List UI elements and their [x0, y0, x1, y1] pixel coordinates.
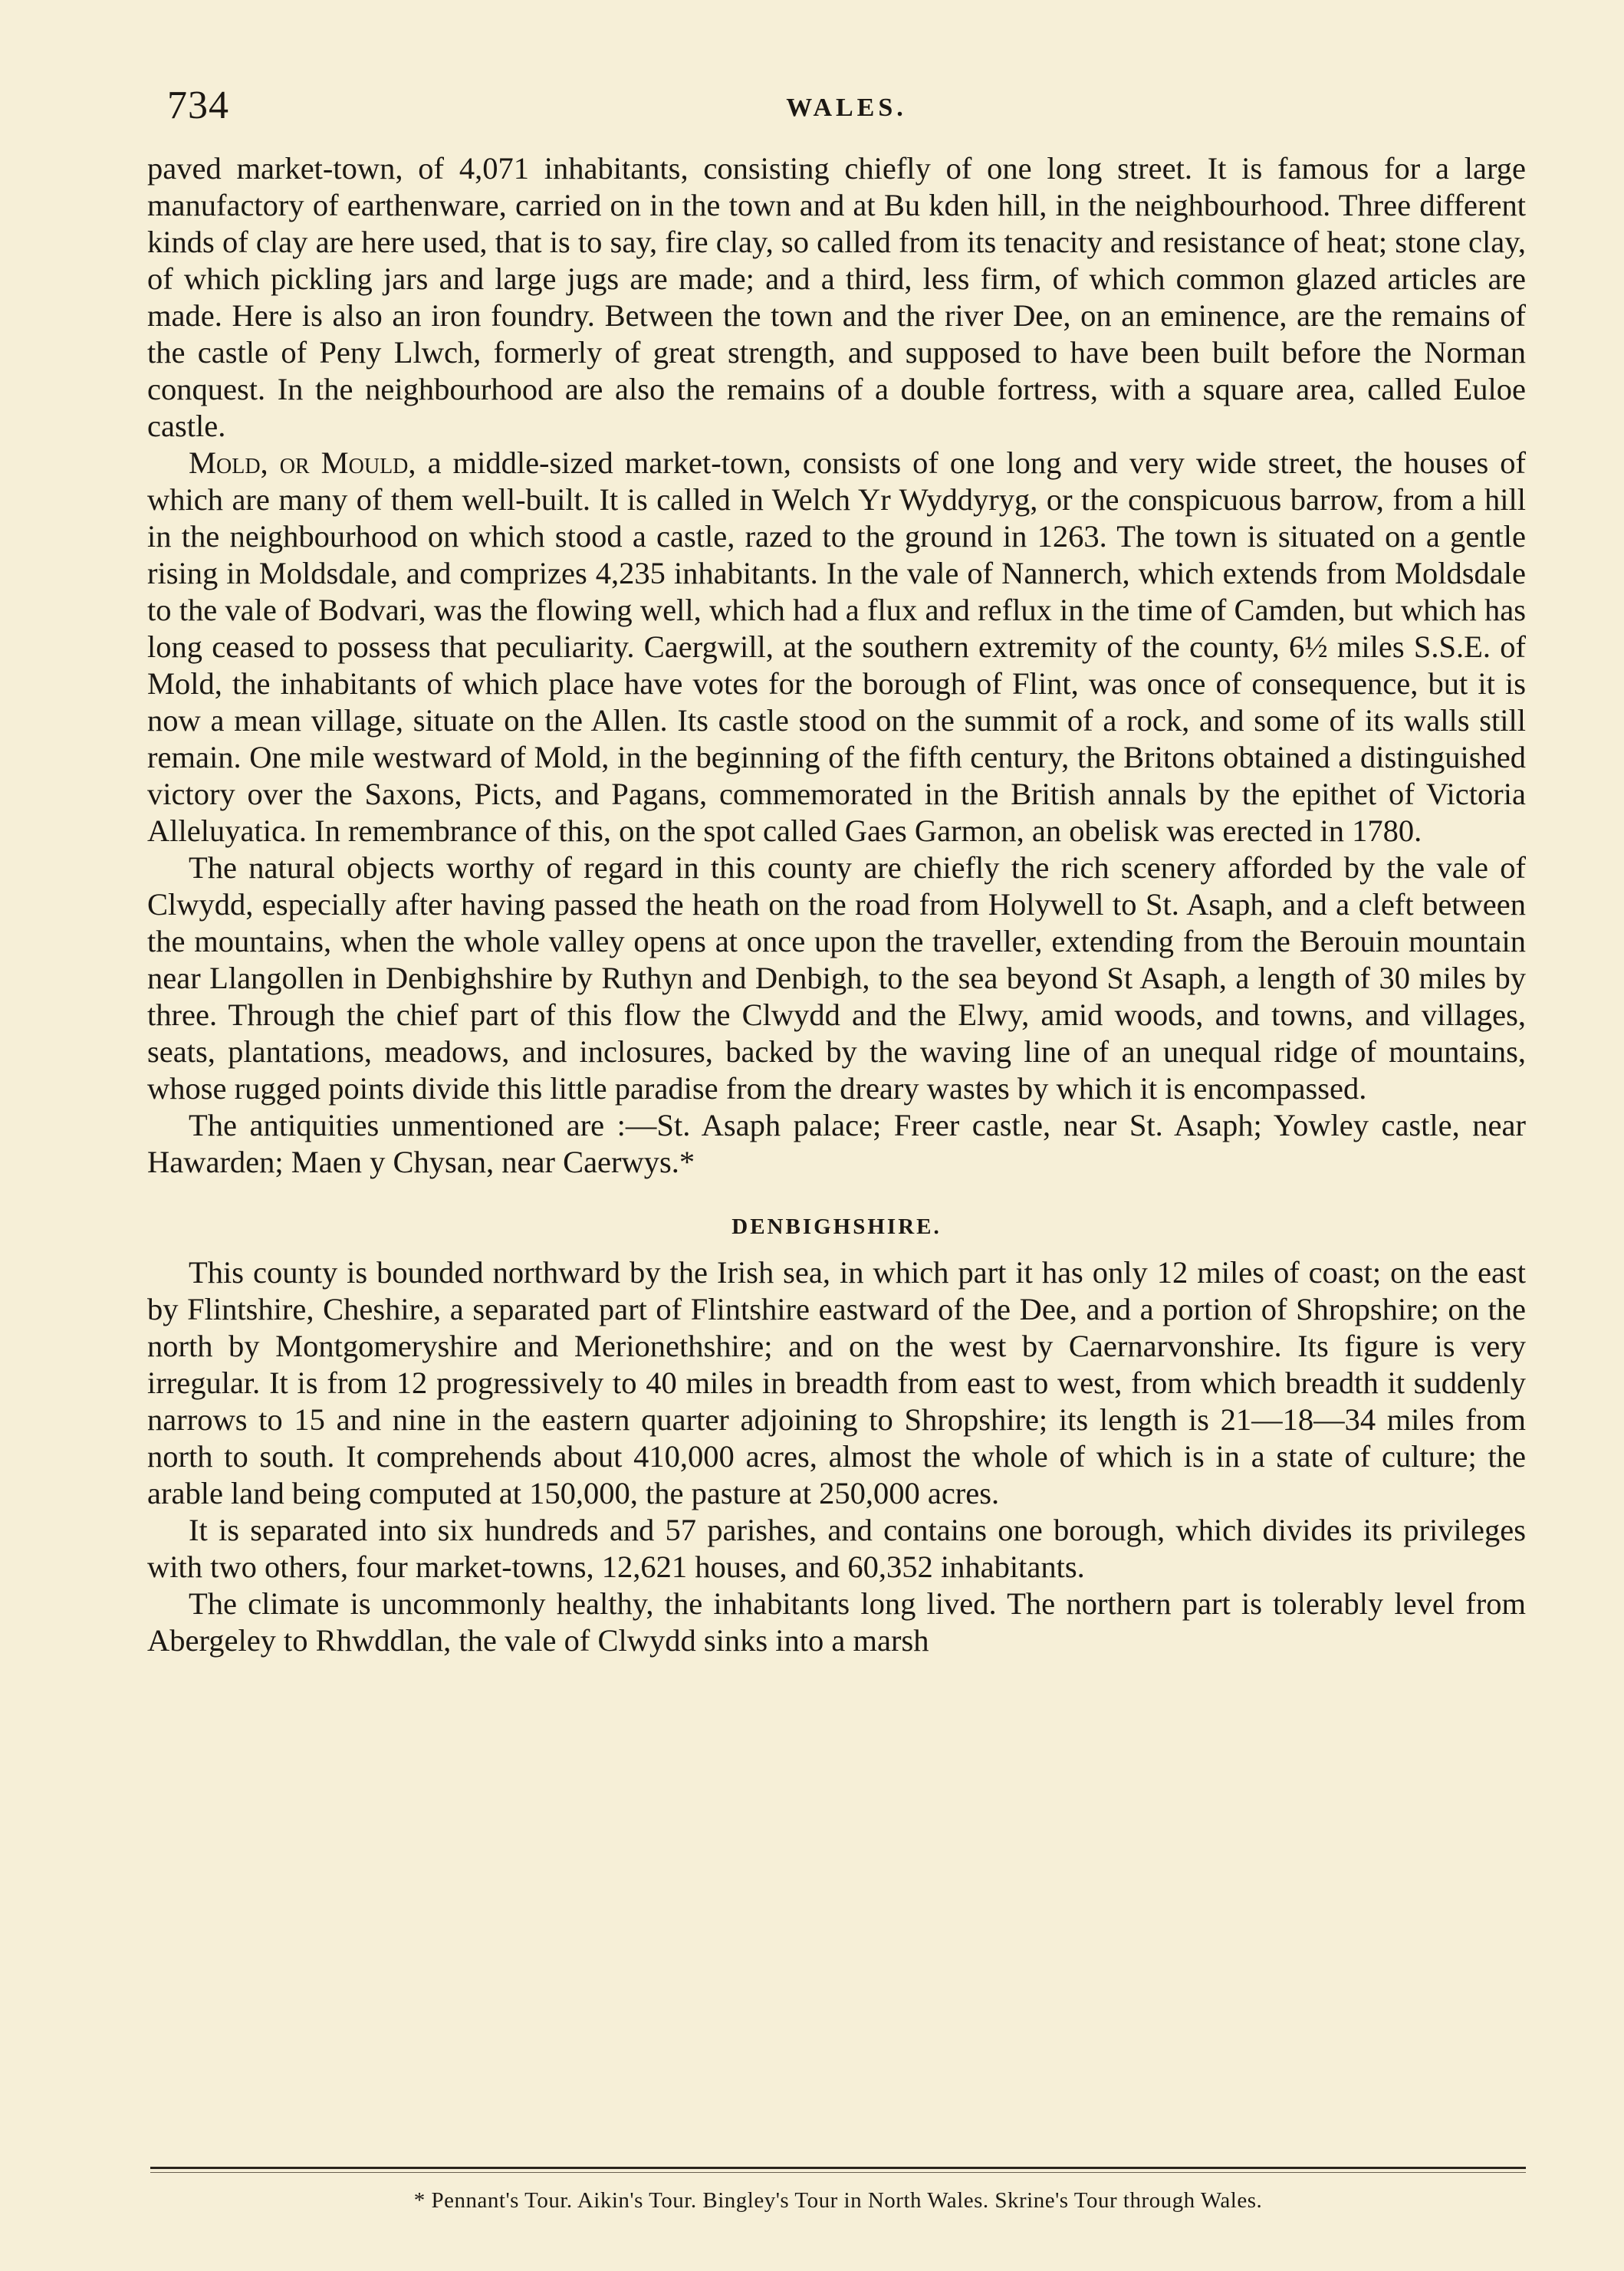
paragraph-denbigh-divisions: It is separated into six hundreds and 57 parishes, and contains one borough, which divides its privileges with two others, four market-towns, 12,621 houses, and 60,352 inhabitants. [147, 1513, 1526, 1584]
paragraph-lead-mold: Mold, or Mould, [189, 445, 416, 480]
footnote: * Pennant's Tour. Aikin's Tour. Bingley's Tour in North Wales. Skrine's Tour through Wales. [413, 2188, 1263, 2213]
footnote-rule [150, 2167, 1526, 2169]
main-text [147, 150, 1526, 1659]
paragraph-natural-objects: The natural objects worthy of regard in this county are chiefly the rich scenery afforded by the vale of Clwydd, especially after having passed the heath on the road from Holywell to St. Asaph, and a cleft between the mountains, when the whole valley opens at once upon the traveller, extending from the Berouin mountain near Llangollen in Denbighshire by Ruthyn and Denbigh, to the sea beyond St Asaph, a length of 30 miles by three. Through the chief part of this flow the Clwydd and the Elwy, amid woods, and towns, and villages, seats, plantations, meadows, and inclosures, backed by the waving line of an unequal ridge of mountains, whose rugged points divide this little paradise from the dreary wastes by which it is encompassed. [147, 850, 1526, 1106]
paragraph-antiquities: The antiquities unmentioned are :—St. Asaph palace; Freer castle, near St. Asaph; Yowley castle, near Hawarden; Maen y Chysan, near Caerwys.* [147, 1108, 1526, 1179]
paragraph-mold-body: a middle-sized market-town, consists of one long and very wide street, the houses of which are many of them well-built. It is called in Welch Yr Wyddyryg, or the conspicuous barrow, from a hill in the neighbourhood on which stood a castle, razed to the ground in 1263. The town is situated on a gentle rising in Moldsdale, and comprizes 4,235 inhabitants. In the vale of Nannerch, which extends from Moldsdale to the vale of Bodvari, was the flowing well, which had a flux and reflux in the time of Camden, but which has long ceased to possess that peculiarity. Caergwill, at the southern extremity of the county, 6½ miles S.S.E. of Mold, the inhabitants of which place have votes for the borough of Flint, was once of consequence, but it is now a mean village, situate on the Allen. Its castle stood on the summit of a rock, and some of its walls still remain. One mile westward of Mold, in the beginning of the fifth century, the Britons obtained a distinguished victory over the Saxons, Picts, and Pagans, commemorated in the British annals by the epithet of Victoria Alleluyatica. In remembrance of this, on the spot called Gaes Garmon, an obelisk was erected in 1780. [147, 445, 1527, 848]
footnote-rule-thin [150, 2172, 1526, 2173]
section-heading-denbighshire: DENBIGHSHIRE. [731, 1214, 942, 1239]
page-header [167, 83, 1526, 136]
paragraph-flint-continuation: paved market-town, of 4,071 inhabitants, consisting chiefly of one long street. It is famous for a large manufactory of earthenware, carried on in the town and at Bu kden hill, in the neighbourhood. Three different kinds of clay are here used, that is to say, fire clay, so called from its tenacity and resistance of heat; stone clay, of which pickling jars and large jugs are made; and a third, less firm, of which common glazed articles are made. Here is also an iron foundry. Between the town and the river Dee, on an eminence, are the remains of the castle of Peny Llwch, formerly of great strength, and supposed to have been built before the Norman conquest. In the neighbourhood are also the remains of a double fortress, with a square area, called Euloe castle. [147, 151, 1526, 443]
paragraph-denbigh-boundaries: This county is bounded northward by the Irish sea, in which part it has only 12 miles of coast; on the east by Flintshire, Cheshire, a separated part of Flintshire eastward of the Dee, and a portion of Shropshire; on the north by Montgomeryshire and Merionethshire; and on the west by Caernarvonshire. Its figure is very irregular. It is from 12 progressively to 40 miles in breadth from east to west, from which breadth it suddenly narrows to 15 and nine in the eastern quarter adjoining to Shropshire; its length is 21—18—34 miles from north to south. It comprehends about 410,000 acres, almost the whole of which is in a state of culture; the arable land being computed at 150,000, the pasture at 250,000 acres. [147, 1255, 1526, 1510]
running-title: WALES. [786, 94, 907, 122]
paragraph-denbigh-climate: The climate is uncommonly healthy, the inhabitants long lived. The northern part is tolerably level from Abergeley to Rhwddlan, the vale of Clwydd sinks into a marsh [147, 1586, 1526, 1658]
page-number: 734 [167, 84, 229, 127]
paragraph-mold [147, 445, 1526, 850]
